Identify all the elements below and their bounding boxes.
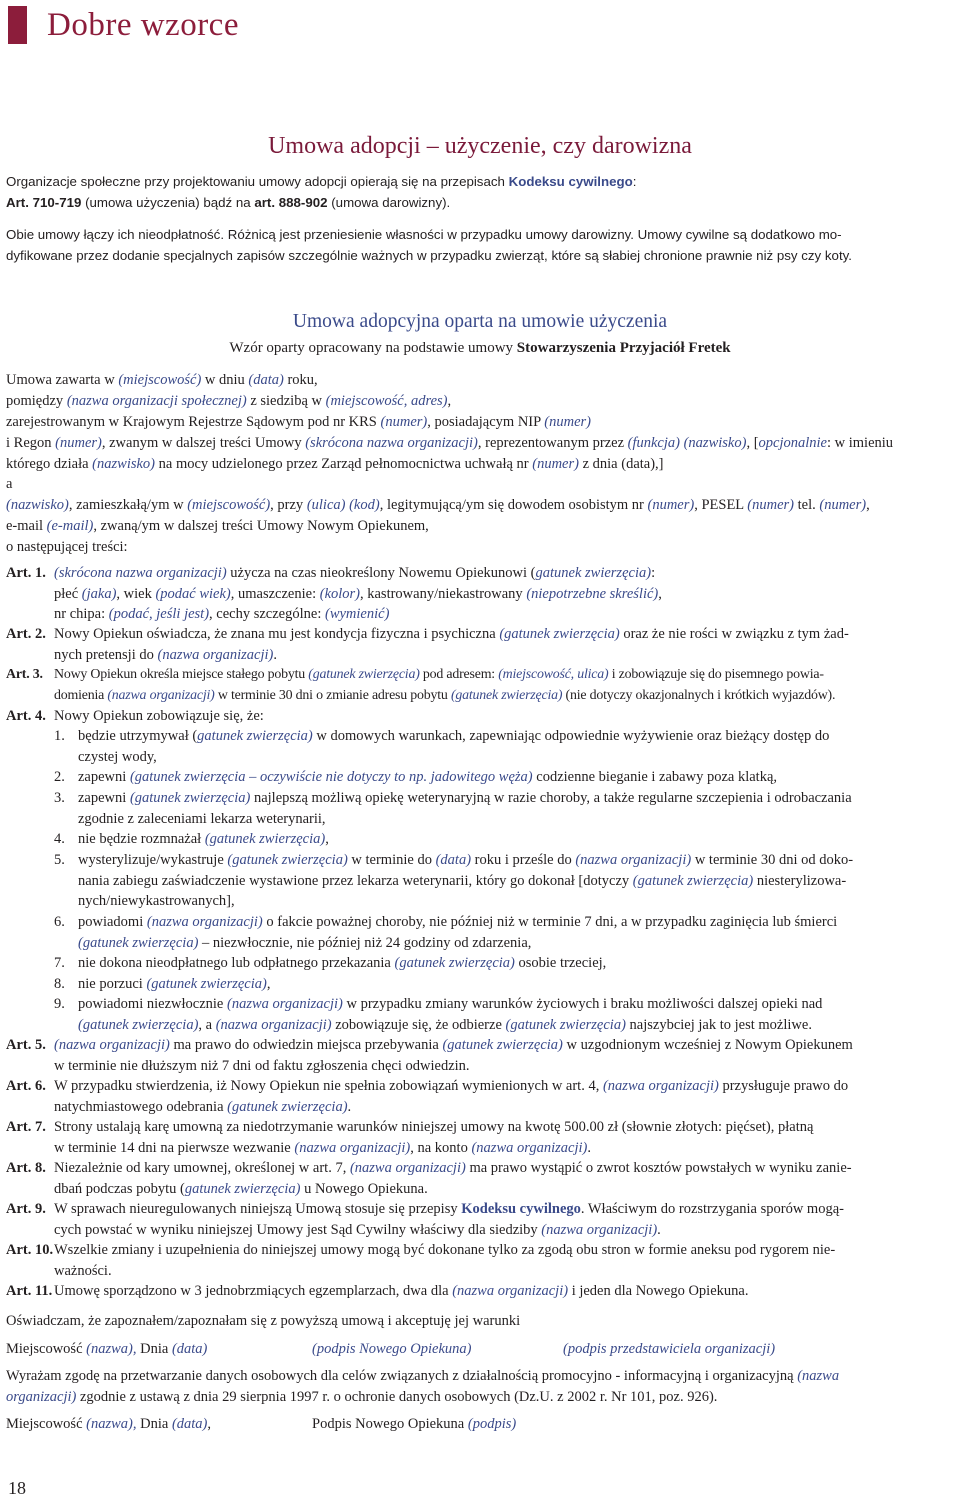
- preamble-line: e-mail (e-mail), zwaną/ym w dalszej treści Umowy Nowym Opiekunem,: [6, 518, 429, 534]
- page-number: 18: [8, 1478, 26, 1498]
- article-number: Art. 7.: [6, 1119, 46, 1135]
- preamble-line: pomiędzy (nazwa organizacji społecznej) z siedzibą w (miejscowość, adres),: [6, 393, 452, 409]
- section-title: Dobre wzorce: [47, 6, 239, 43]
- article-title: Umowa adopcji – użyczenie, czy darowizna: [268, 133, 692, 159]
- preamble-line: zarejestrowanym w Krajowym Rejestrze Sądowym pod nr KRS (numer), posiadającym NIP (numer): [6, 414, 592, 430]
- signature-new-guardian: (podpis Nowego Opiekuna): [312, 1341, 472, 1357]
- list-item: 4. nie będzie rozmnażał (gatunek zwierzęcia),: [54, 831, 329, 847]
- list-item: 8. nie porzuci (gatunek zwierzęcia),: [54, 976, 271, 992]
- article-number: Art. 1.: [6, 565, 46, 581]
- article-number: Art. 5.: [6, 1037, 46, 1053]
- article-11: Art. 11. Umowę sporządzono w 3 jednobrzmiących egzemplarzach, dwa dla (nazwa organizacji) i jeden dla Nowego Opiekuna.: [6, 1281, 954, 1302]
- section-header: [8, 6, 239, 44]
- article-number: Art. 4.: [6, 708, 46, 724]
- article-5: Art. 5. (nazwa organizacji) ma prawo do odwiedzin miejsca przebywania (gatunek zwierzęcia) w uzgodnionym wcześniej z Nowym Opiekunem w terminie nie dłuższym niż 7 dni od faktu zgłoszenia chęci odwiedzin.: [6, 1035, 954, 1076]
- article-1: Art. 1. (skrócona nazwa organizacji) użycza na czas nieokreślony Nowemu Opiekunowi (gatunek zwierzęcia): płeć (jaka), wiek (podać wiek), umaszczenie: (kolor), kastrowany/niekastrowany (niepotrzebne skreślić), nr chipa: (podać, jeśli jest), cechy szczególne: (wymienić): [6, 563, 954, 625]
- association-name: Stowarzyszenia Przyjaciół Fretek: [516, 340, 731, 356]
- text: dyfikowane przez dodanie specjalnych zapisów szczególnie ważnych w przypadku zwierząt, które są słabiej chronione prawnie niż psy czy koty.: [6, 247, 852, 263]
- preamble-line: o następującej treści:: [6, 539, 128, 555]
- text: (umowa użyczenia) bądź na: [81, 194, 255, 210]
- article-number: Art. 3.: [6, 667, 43, 682]
- code-reference: Kodeksu cywilnego: [508, 174, 633, 189]
- list-item: 7. nie dokona nieodpłatnego lub odpłatnego przekazania (gatunek zwierzęcia) osobie trzeciej,: [54, 955, 607, 971]
- header-accent-bar: [8, 6, 27, 44]
- article-4: Art. 4. Nowy Opiekun zobowiązuje się, że:: [6, 706, 954, 727]
- article-8: Art. 8. Niezależnie od kary umownej, określonej w art. 7, (nazwa organizacji) ma prawo wystąpić o zwrot kosztów powstałych w wyniku zanie- dbań podczas pobytu (gatunek zwierzęcia) u Nowego Opiekuna.: [6, 1158, 954, 1199]
- article-number: Art. 9.: [6, 1201, 46, 1217]
- declaration-text: Oświadczam, że zapoznałem/zapoznałam się z powyższą umową i akceptuję jej warunki: [6, 1313, 521, 1329]
- list-item: 2. zapewni (gatunek zwierzęcia – oczywiście nie dotyczy to np. jadowitego węża) codzienne bieganie i zabawy poza klatką,: [54, 769, 778, 785]
- intro-paragraph-1: [6, 172, 954, 213]
- article-number: Art. 11.: [6, 1283, 53, 1299]
- article-6: Art. 6. W przypadku stwierdzenia, iż Nowy Opiekun nie spełnia zobowiązań wymienionych w art. 4, (nazwa organizacji) przysługuje prawo do natychmiastowego odebrania (gatunek zwierzęcia).: [6, 1076, 954, 1117]
- preamble-line: a: [6, 476, 13, 492]
- preamble-line: i Regon (numer), zwanym w dalszej treści Umowy (skrócona nazwa organizacji), reprezentowanym przez (funkcja) (nazwisko), [opcjonalnie: w imieniu: [6, 435, 894, 451]
- consent-text: Wyrażam zgodę na przetwarzanie danych osobowych dla celów związanych z działalnością promocyjno - informacyjną i organizacyjną (nazwa organizacji) zgodnie z ustawą z dnia 29 sierpnia 1997 r. o ochronie danych osobowych (Dz.U. z 2002 r. Nr 101, poz. 926).: [6, 1368, 840, 1405]
- article-number: Art. 8.: [6, 1160, 46, 1176]
- list-item: 1. będzie utrzymywał (gatunek zwierzęcia) w domowych warunkach, zapewniając odpowiednie wyżywienie oraz bieżący dostęp do czystej wody,: [54, 728, 830, 765]
- article-range: Art. 710-719: [6, 194, 82, 210]
- text: Organizacje społeczne przy projektowaniu umowy adopcji opierają się na przepisach: [6, 174, 509, 189]
- text: Obie umowy łączy ich nieodpłatność. Różnicą jest przeniesienie własności w przypadku umowy darowizny. Umowy cywilne są dodatkowo mo-: [6, 227, 842, 242]
- template-title: Umowa adopcyjna oparta na umowie użyczenia: [292, 311, 668, 332]
- signature-line-2: Miejscowość (nazwa), Dnia (data),: [6, 1416, 211, 1432]
- signature-new-guardian-2: Podpis Nowego Opiekuna (podpis): [312, 1416, 517, 1432]
- intro-paragraph-2: [6, 225, 954, 266]
- article-number: Art. 2.: [6, 626, 46, 642]
- article-9: Art. 9. W sprawach nieuregulowanych niniejszą Umową stosuje się przepisy Kodeksu cywilnego. Właściwym do rozstrzygania sporów mogą- cych powstać w wyniku niniejszej Umowy jest Sąd Cywilny właściwy dla siedziby (nazwa organizacji).: [6, 1199, 954, 1240]
- article-number: Art. 6.: [6, 1078, 46, 1094]
- article-3: Art. 3. Nowy Opiekun określa miejsce stałego pobytu (gatunek zwierzęcia) pod adresem: (miejscowość, ulica) i zobowiązuje się do pisemnego powia- domienia (nazwa organizacji) w terminie 30 dni o zmianie adresu pobytu (gatunek zwierzęcia) (nie dotyczy okazjonalnych i krótkich wyjazdów).: [6, 665, 954, 706]
- signature-line-1: Miejscowość (nazwa), Dnia (data): [6, 1341, 208, 1357]
- article-range: art. 888-902: [254, 194, 328, 210]
- list-item: 5. wysterylizuje/wykastruje (gatunek zwierzęcia) w terminie do (data) roku i prześle do (nazwa organizacji) w terminie 30 dni od doko- nania zabiegu zaświadczenie wystawione przez lekarza weterynarii, który go dokonał [dotyczy (gatunek zwierzęcia) niesterylizowa- nych/niewykastrowanych],: [54, 852, 854, 909]
- text: :: [632, 174, 637, 189]
- list-item: 6. powiadomi (nazwa organizacji) o fakcie poważnej choroby, nie później niż w terminie 7 dni, a w przypadku zaginięcia lub śmierci (gatunek zwierzęcia) – niezwłocznie, nie później niż 24 godziny od zdarzenia,: [54, 914, 838, 951]
- template-subtitle: [0, 340, 960, 357]
- article-10: Art. 10. Wszelkie zmiany i uzupełnienia do niniejszej umowy mogą być dokonane tylko za zgodą obu stron w formie aneksu pod rygorem nie- ważności.: [6, 1240, 954, 1281]
- text: Wzór oparty opracowany na podstawie umowy: [229, 340, 517, 356]
- preamble-line: którego działa (nazwisko) na mocy udzielonego przez Zarząd pełnomocnictwa uchwałą nr (numer) z dnia (data),]: [6, 456, 664, 472]
- text: (umowa darowizny).: [327, 194, 451, 210]
- list-item: 3. zapewni (gatunek zwierzęcia) najlepszą możliwą opiekę weterynaryjną w razie choroby, a także regularne szczepienia i odrobaczania zgodnie z zaleceniami lekarza weterynarii,: [54, 790, 852, 827]
- signature-organization: (podpis przedstawiciela organizacji): [563, 1341, 776, 1357]
- article-2: Art. 2. Nowy Opiekun oświadcza, że znana mu jest kondycja fizyczna i psychiczna (gatunek zwierzęcia) oraz że nie rości w związku z tym żad- nych pretensji do (nazwa organizacji).: [6, 624, 954, 665]
- article-7: Art. 7. Strony ustalają karę umowną za niedotrzymanie warunków niniejszej umowy na kwotę 500.00 zł (słownie złotych: pięćset), płatną w terminie 14 dni na pierwsze wezwanie (nazwa organizacji), na konto (nazwa organizacji).: [6, 1117, 954, 1158]
- preamble-line: Umowa zawarta w (miejscowość) w dniu (data) roku,: [6, 372, 318, 388]
- article-number: Art. 10.: [6, 1242, 54, 1258]
- preamble-line: (nazwisko), zamieszkałą/ym w (miejscowość), przy (ulica) (kod), legitymującą/ym się dowodem osobistym nr (numer), PESEL (numer) tel. (numer),: [6, 497, 870, 513]
- list-item: 9. powiadomi niezwłocznie (nazwa organizacji) w przypadku zmiany warunków życiowych i braku możliwości dalszej opieki nad (gatunek zwierzęcia), a (nazwa organizacji) zobowiązuje się, że odbierze (gatunek zwierzęcia) najszybciej jak to jest możliwe.: [54, 996, 823, 1033]
